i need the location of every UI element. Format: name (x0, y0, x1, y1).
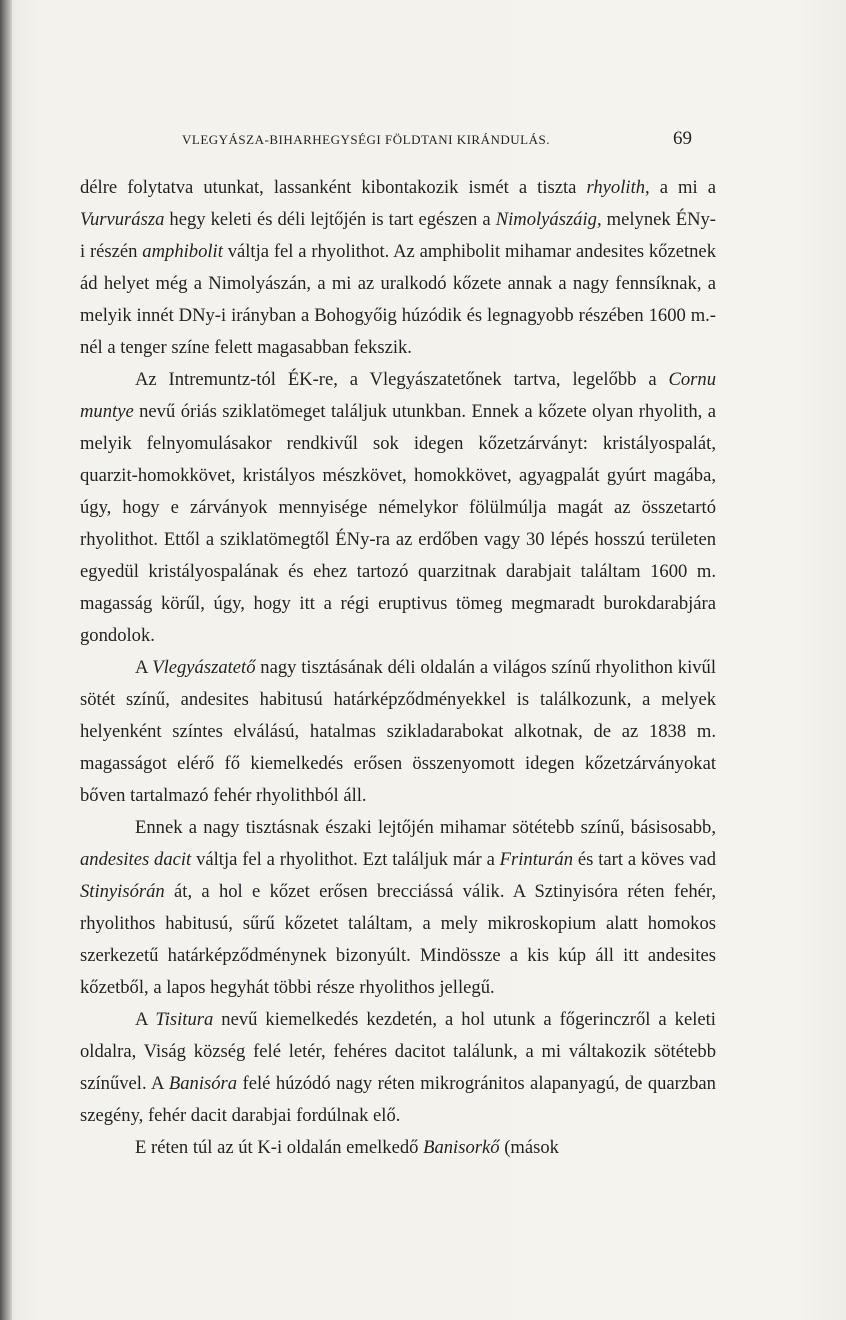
paragraph (80, 1132, 716, 1164)
text-run: , a mi a (645, 177, 716, 198)
text-run: A (135, 657, 153, 678)
text-run: melynek ÉNy-i részén (80, 209, 716, 262)
italic-term: Vurvurásza (80, 209, 165, 230)
paragraph (80, 812, 716, 1004)
italic-term: Frinturán (499, 849, 574, 870)
paragraph (80, 652, 716, 812)
text-run: Ennek a nagy tisztásnak északi lejtőjén mihamar sötétebb színű, básisosabb, (135, 817, 716, 838)
italic-term: amphibolit (142, 241, 223, 262)
text-run: hegy keleti és déli lejtőjén is tart egészen a (164, 209, 496, 230)
text-run: váltja fel a rhyolithot. Az amphibolit mihamar andesites kőzetnek ád helyet még a Nimolyászán, a mi az uralkodó kőzete annak a nagy fennsíknak, a melyik innét DNy-i irányban a Bohogyőig húzódik és legnagyobb részében 1600 m.-nél a tenger színe felett magasabban fekszik. (80, 241, 716, 358)
text-run: A (135, 1009, 156, 1030)
italic-term: Banisorkő (423, 1137, 500, 1158)
running-title: VLEGYÁSZA-BIHARHEGYSÉGI FÖLDTANI KIRÁNDULÁS. (182, 132, 550, 147)
text-run: nevű óriás sziklatömeget találjuk utunkban. Ennek a kőzete olyan rhyolith, a melyik felnyomulásakor rendkivűl sok idegen kőzetzárványt: kristályospalát, quarzit-homokkövet, kristályos mészkövet, homokkövet, agyagpalát gyúrt magába, úgy, hogy e zárványok mennyisége némelykor fölülmúlja magát az összetartó rhyolithot. Ettől a sziklatömegtől ÉNy-ra az erdőben vagy 30 lépés hosszú területen egyedül kristályospalának és ehez tartozó quarzitnak darabjait találtam 1600 m. magasság körűl, úgy, hogy itt a régi eruptivus tömeg megmaradt burokdarabjára gondolok. (80, 401, 716, 646)
page-number: 69 (673, 128, 692, 149)
italic-term: Cornu muntye (80, 369, 716, 422)
text-run: váltja fel a rhyolithot. Ezt találjuk már a (191, 849, 500, 870)
italic-term: Stinyisórán (80, 881, 165, 902)
text-run: E réten túl az út K-i oldalán emelkedő (135, 1137, 424, 1158)
binding-shadow (0, 0, 12, 1320)
text-run: nevű kiemelkedés kezdetén, a hol utunk a főgerinczről a keleti oldalra, Viság község felé letér, fehéres dacitot találunk, a mi váltakozik sötétebb színűvel. A (80, 1009, 716, 1094)
paragraph (80, 364, 716, 652)
text-run: délre folytatva utunkat, lassanként kibontakozik ismét a tiszta (80, 177, 587, 198)
body-text (80, 172, 716, 1164)
italic-term: andesites dacit (80, 849, 192, 870)
text-run: és tart a köves vad (573, 849, 716, 870)
text-run: át, a hol e kőzet erősen brecciássá válik. A Sztinyisóra réten fehér, rhyolithos habitusú, sűrű kőzetet találtam, a mely mikroskopium alatt homokos szerkezetű határképződménynek bizonyúlt. Mindössze a kis kúp áll itt andesites kőzetből, a lapos hegyhát többi része rhyolithos jellegű. (80, 881, 716, 998)
paragraph (80, 1004, 716, 1132)
italic-term: Banisóra (168, 1073, 238, 1094)
text-run: (mások (499, 1137, 559, 1158)
text-run: felé húzódó nagy réten mikrogránitos alapanyagú, de quarzban szegény, fehér dacit darabjai fordúlnak elő. (80, 1073, 716, 1126)
italic-term: Vlegyászatető (152, 657, 256, 678)
italic-term: Tisitura (155, 1009, 214, 1030)
page-header (182, 130, 722, 154)
italic-term: rhyolith (586, 177, 646, 198)
italic-term: Nimolyászáig, (495, 209, 602, 230)
text-run: nagy tisztásának déli oldalán a világos színű rhyolithon kivűl sötét színű, andesites habitusú határképződményekkel is találkozunk, a melyek helyenként színtes elválású, hatalmas szikladarabokat alkotnak, de az 1838 m. magasságot elérő fő kiemelkedés erősen összenyomott idegen kőzetzárványokat bőven tartalmazó fehér rhyolithból áll. (80, 657, 716, 806)
paragraph (80, 172, 716, 364)
text-run: Az Intremuntz-tól ÉK-re, a Vlegyászatetőnek tartva, legelőbb a (135, 369, 669, 390)
